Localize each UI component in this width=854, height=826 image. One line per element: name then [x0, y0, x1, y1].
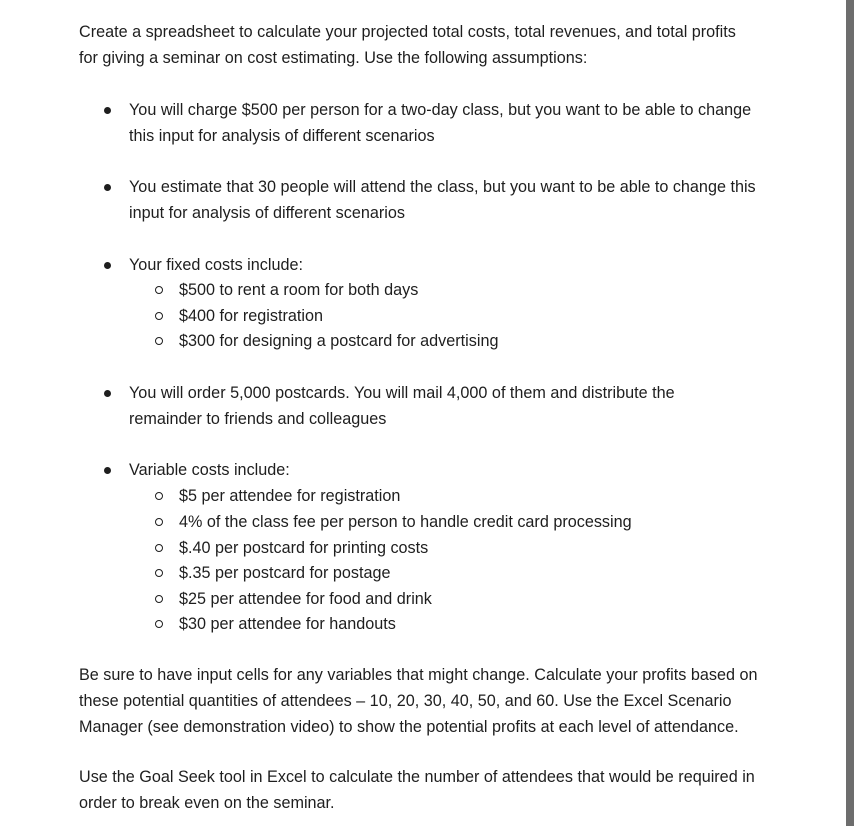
paragraph-line: Be sure to have input cells for any variables that might change. Calculate your profits based on: [79, 666, 758, 684]
bullet-item-fixed-costs: [129, 252, 303, 278]
bullet-line: this input for analysis of different scenarios: [129, 127, 435, 145]
sub-item: $300 for designing a postcard for advertising: [179, 332, 499, 350]
bullet-marker: [104, 107, 111, 114]
paragraph-line: Use the Goal Seek tool in Excel to calculate the number of attendees that would be required in: [79, 768, 755, 786]
bullet-item-attendance: [129, 174, 756, 226]
sub-item: $.35 per postcard for postage: [179, 564, 391, 582]
sub-item: $5 per attendee for registration: [179, 487, 401, 505]
bullet-line: Your fixed costs include:: [129, 256, 303, 274]
bullet-line: You estimate that 30 people will attend the class, but you want to be able to change this: [129, 178, 756, 196]
intro-line: for giving a seminar on cost estimating. Use the following assumptions:: [79, 49, 588, 67]
sub-bullet-marker: [155, 312, 163, 320]
sub-bullet-marker: [155, 518, 163, 526]
bullet-marker: [104, 390, 111, 397]
bullet-item-postcards: [129, 380, 675, 432]
bullet-line: You will charge $500 per person for a two-day class, but you want to be able to change: [129, 101, 752, 119]
paragraph-line: order to break even on the seminar.: [79, 794, 335, 812]
bullet-item-class-fee: [129, 97, 751, 149]
intro-line: Create a spreadsheet to calculate your projected total costs, total revenues, and total profits: [79, 23, 736, 41]
intro-paragraph: [79, 19, 736, 71]
sub-bullet-marker: [155, 544, 163, 552]
bullet-item-variable-costs: [129, 457, 290, 483]
bullet-marker: [104, 467, 111, 474]
sub-bullet-marker: [155, 620, 163, 628]
sub-bullet-marker: [155, 569, 163, 577]
paragraph-line: Manager (see demonstration video) to show the potential profits at each level of attendance.: [79, 718, 739, 736]
sub-bullet-marker: [155, 337, 163, 345]
sub-item: $25 per attendee for food and drink: [179, 590, 432, 608]
scenario-paragraph: [79, 662, 757, 740]
goal-seek-paragraph: [79, 764, 755, 816]
paragraph-line: these potential quantities of attendees – 10, 20, 30, 40, 50, and 60. Use the Excel Scenario: [79, 692, 732, 710]
sub-item: 4% of the class fee per person to handle credit card processing: [179, 513, 632, 531]
sub-bullet-marker: [155, 286, 163, 294]
bullet-line: remainder to friends and colleagues: [129, 410, 387, 428]
sub-item: $.40 per postcard for printing costs: [179, 539, 429, 557]
sub-bullet-marker: [155, 492, 163, 500]
sub-bullet-marker: [155, 595, 163, 603]
bullet-line: Variable costs include:: [129, 461, 290, 479]
sub-item: $30 per attendee for handouts: [179, 615, 396, 633]
bullet-line: input for analysis of different scenarios: [129, 204, 405, 222]
bullet-line: You will order 5,000 postcards. You will mail 4,000 of them and distribute the: [129, 384, 675, 402]
sub-item: $400 for registration: [179, 307, 323, 325]
bullet-marker: [104, 262, 111, 269]
sub-item: $500 to rent a room for both days: [179, 281, 419, 299]
bullet-marker: [104, 184, 111, 191]
